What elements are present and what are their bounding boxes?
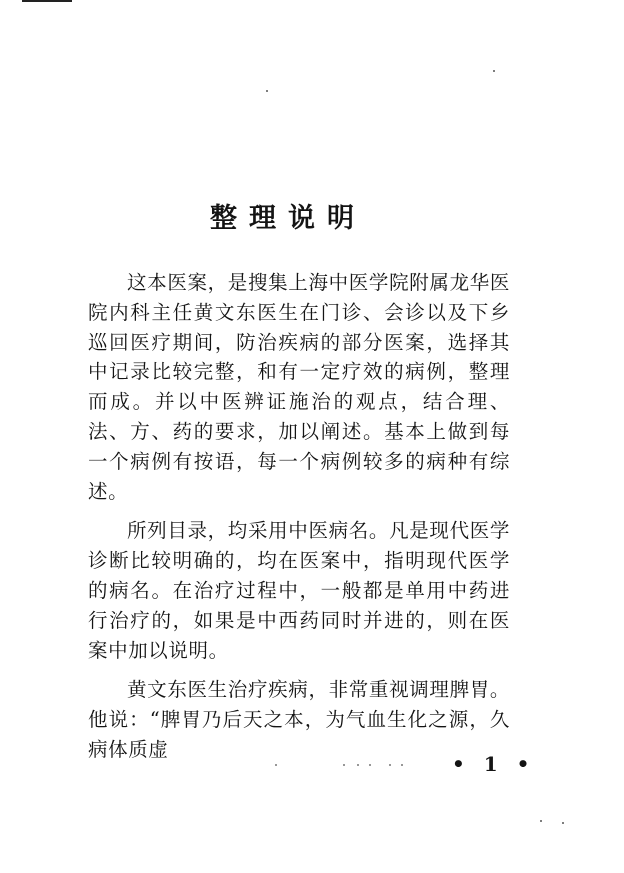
scan-speck <box>562 822 564 824</box>
body-text <box>88 268 510 775</box>
top-edge-rule <box>22 0 72 2</box>
scan-speck <box>266 90 268 92</box>
scan-speck <box>493 70 495 72</box>
scan-noise-dots <box>272 762 412 768</box>
paragraph-1: 这本医案，是搜集上海中医学院附属龙华医院内科主任黄文东医生在门诊、会诊以及下乡巡回医疗期间，防治疾病的部分医案，选择其中记录比较完整，和有一定疗效的病例，整理而成。并以中医辨证施治的观点，结合理、法、方、药的要求，加以阐述。基本上做到每一个病例有按语，每一个病例较多的病种有综述。 <box>88 271 510 503</box>
scan-speck <box>540 820 542 822</box>
page-title: 整理说明 <box>210 203 366 234</box>
paragraph-2: 所列目录，均采用中医病名。凡是现代医学诊断比较明确的，均在医案中，指明现代医学的病名。在治疗过程中，一般都是单用中药进行治疗的，如果是中西药同时并进的，则在医案中加以说明。 <box>88 519 510 662</box>
page-number: • 1 • <box>452 752 536 776</box>
paragraph-3: 黄文东医生治疗疾病，非常重视调理脾胃。他说：“脾胃乃后天之本，为气血生化之源，久病体质虚 <box>88 678 510 761</box>
